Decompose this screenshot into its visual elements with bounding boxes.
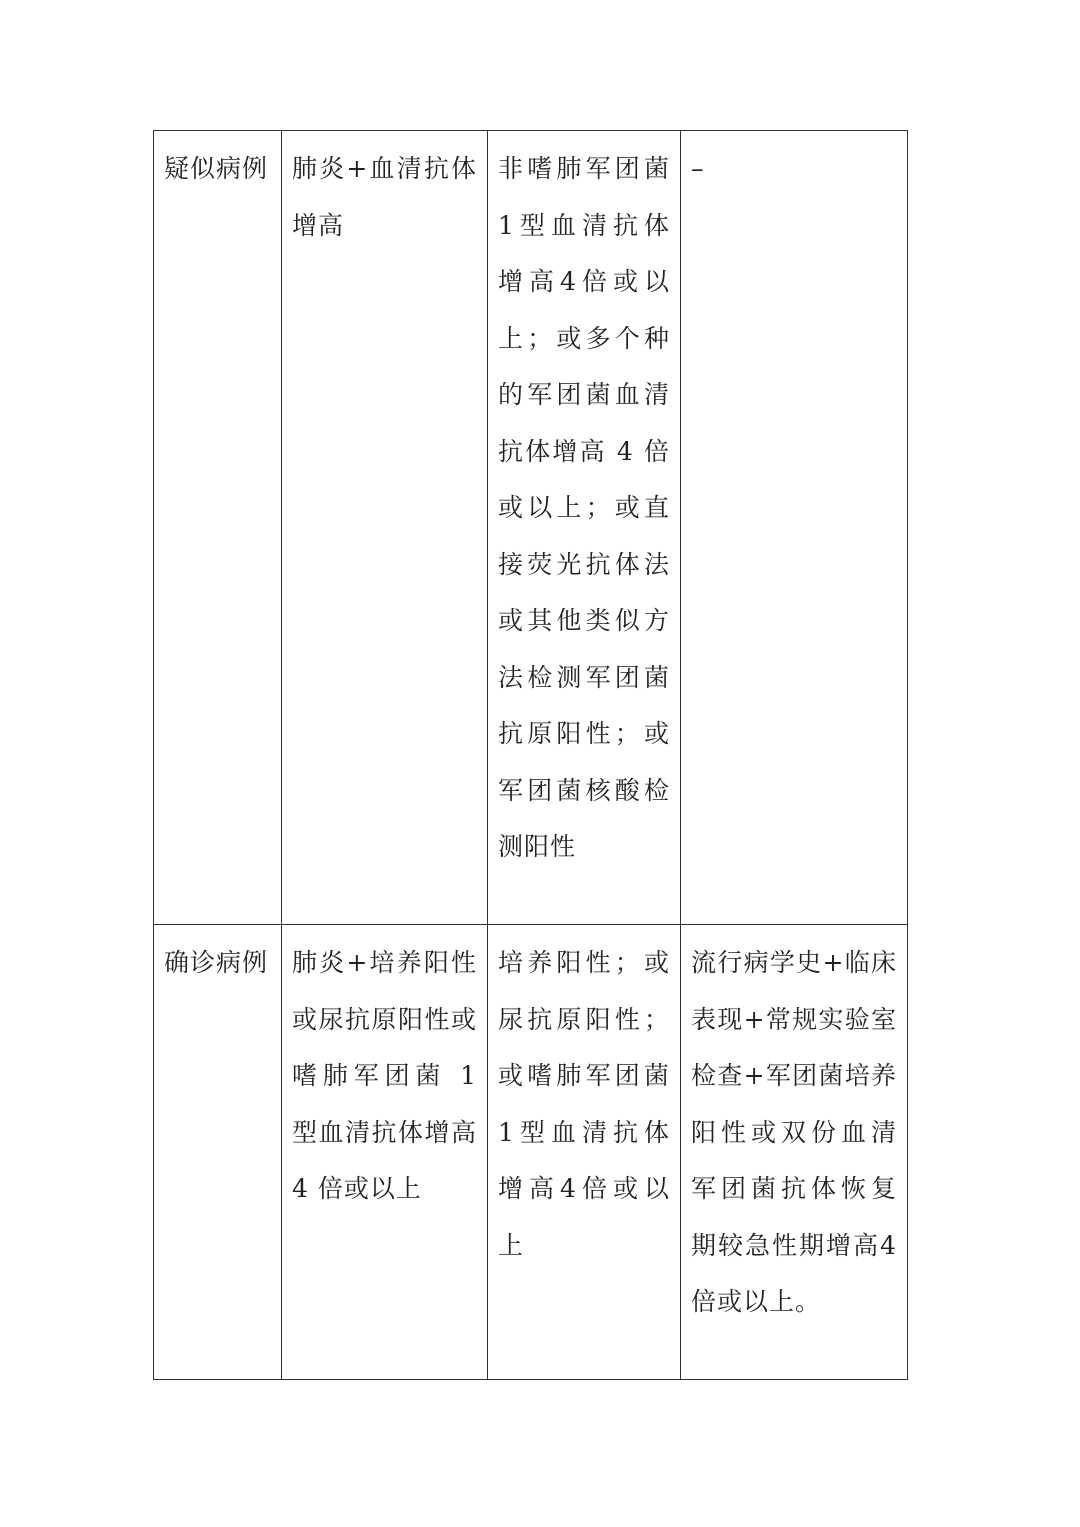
table-row-confirmed-case — [154, 925, 908, 1380]
epidemiology-criteria-text: – — [691, 154, 705, 183]
clinical-criteria-text: 肺炎+血清抗体增高 — [292, 154, 477, 240]
table-row-suspected-case — [154, 131, 908, 925]
table-cell-category — [154, 925, 282, 1380]
lab-criteria-text: 非嗜肺军团菌1型血清抗体增高4倍或以上；或多个种的军团菌血清抗体增高 4 倍或以上；或直接荧光抗体法或其他类似方法检测军团菌抗原阳性；或军团菌核酸检测阳性 — [498, 154, 670, 861]
table-cell-epidemiology-criteria — [681, 131, 908, 925]
table-cell-category — [154, 131, 282, 925]
clinical-criteria-text: 肺炎+培养阳性或尿抗原阳性或嗜肺军团菌 1 型血清抗体增高 4 倍或以上 — [292, 948, 477, 1203]
lab-criteria-text: 培养阳性；或尿抗原阳性；或嗜肺军团菌1型血清抗体增高4倍或以上 — [498, 948, 670, 1260]
diagnosis-criteria-table — [153, 130, 908, 1380]
category-label: 确诊病例 — [164, 948, 269, 977]
epidemiology-criteria-text: 流行病学史+临床表现+常规实验室检查+军团菌培养阳性或双份血清军团菌抗体恢复期较急性期增高4倍或以上。 — [691, 948, 897, 1316]
diagnosis-criteria-table-container — [153, 130, 907, 1380]
table-cell-lab-criteria — [488, 925, 681, 1380]
table-cell-lab-criteria — [488, 131, 681, 925]
category-label: 疑似病例 — [164, 154, 269, 183]
table-cell-clinical-criteria — [282, 925, 488, 1380]
table-cell-epidemiology-criteria — [681, 925, 908, 1380]
table-cell-clinical-criteria — [282, 131, 488, 925]
